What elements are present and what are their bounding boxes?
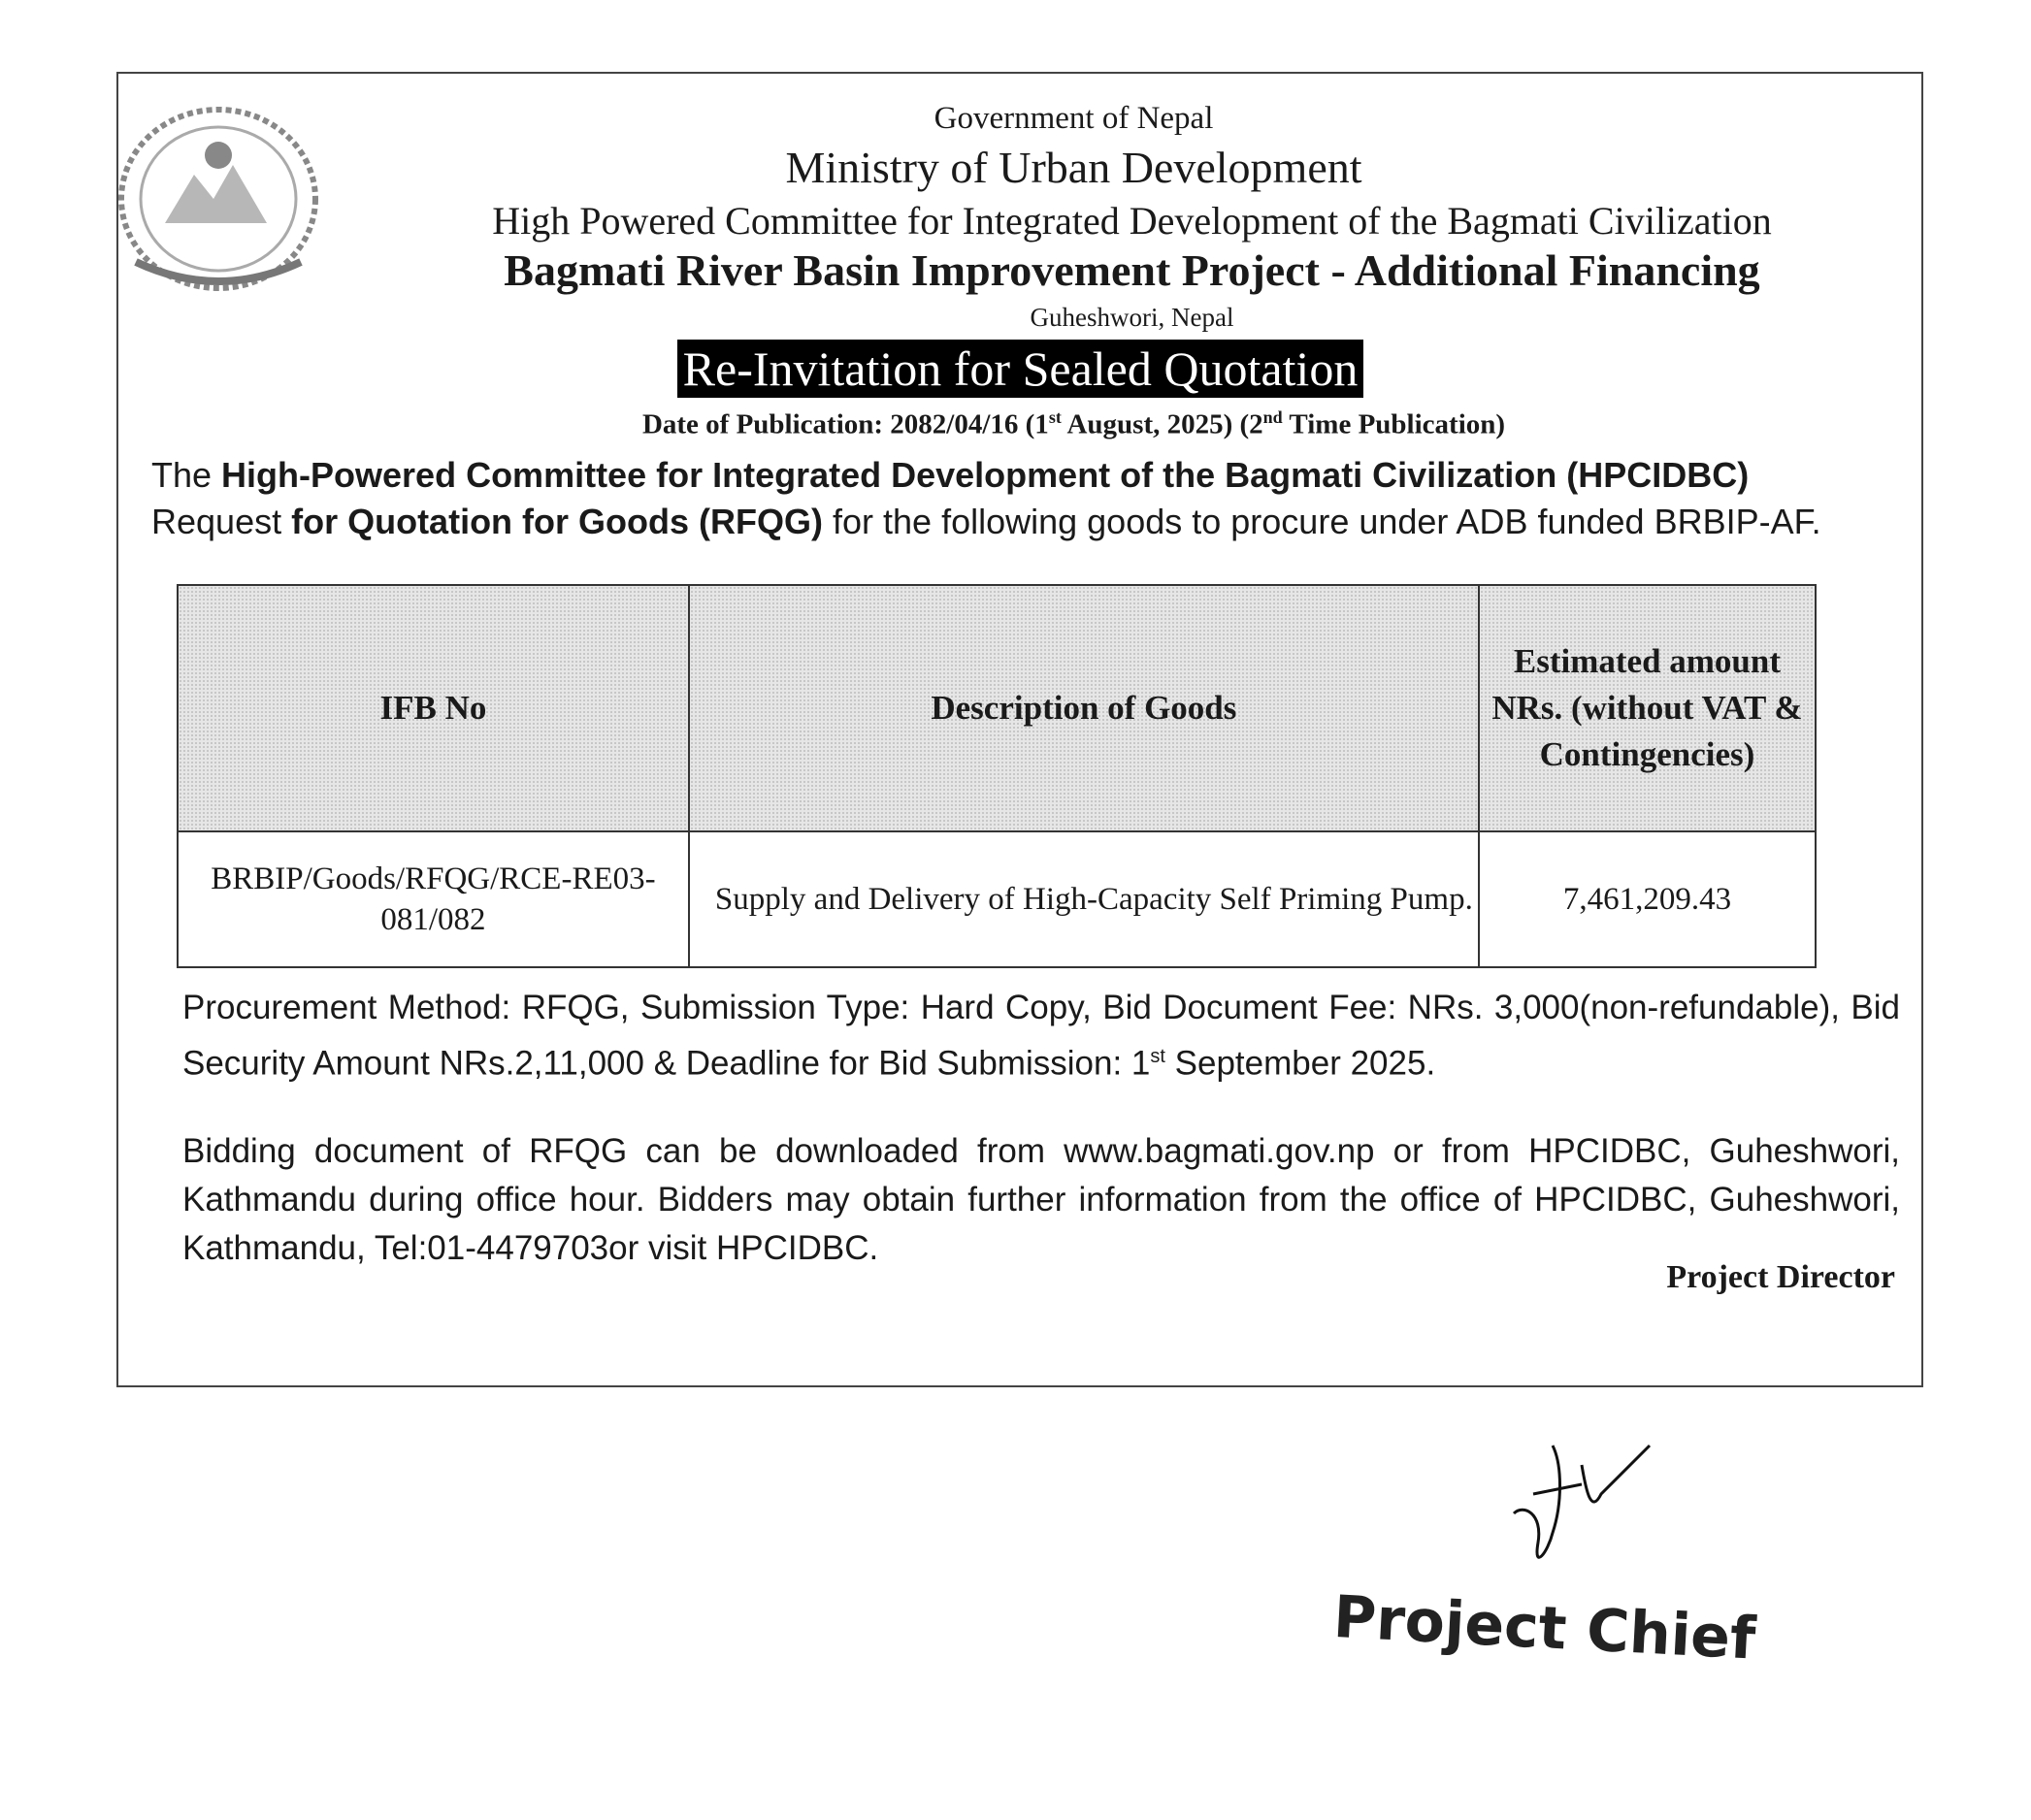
signatory-title: Project Director (1666, 1259, 1895, 1295)
project-chief-stamp (1324, 1581, 1828, 1678)
table-row (178, 831, 1816, 967)
description-cell: Supply and Delivery of High-Capacity Self Priming Pump. (689, 831, 1479, 967)
publication-date: Date of Publication: 2082/04/16 (1st August, 2025) (2nd Time Publication) (641, 407, 1506, 440)
intro-paragraph: The High-Powered Committee for Integrated Development of the Bagmati Civilization (HPCIDBC) Request for Quotation for Goods (RFQG) for the following goods to procure under ADB funded BRBIP-AF. (151, 455, 1821, 541)
government-heading: Government of Nepal (934, 101, 1214, 136)
table-header-row (178, 585, 1816, 831)
ifb-number-cell: BRBIP/Goods/RFQG/RCE-RE03-081/082 (178, 831, 689, 967)
location-heading: Guheshwori, Nepal (1030, 303, 1234, 332)
column-header-description: Description of Goods (689, 585, 1479, 831)
signature-icon (1494, 1426, 1688, 1581)
column-header-ifb: IFB No (178, 585, 689, 831)
project-heading: Bagmati River Basin Improvement Project - Additional Financing (504, 245, 1760, 295)
committee-heading: High Powered Committee for Integrated Development of the Bagmati Civilization (492, 199, 1772, 243)
page-title: Re-Invitation for Sealed Quotation (677, 340, 1364, 398)
bidding-paragraph: Bidding document of RFQG can be downloaded from www.bagmati.gov.np or from HPCIDBC, Guheshwori, Kathmandu during office hour. Bidders may obtain further information from the office of HPCIDBC, Guheshwori, Kathmandu, Tel:01-4479703or visit HPCIDBC. (182, 1132, 1900, 1267)
procurement-paragraph: Procurement Method: RFQG, Submission Type: Hard Copy, Bid Document Fee: NRs. 3,000(non-refundable), Bid Security Amount NRs.2,11,000 & Deadline for Bid Submission: 1st September 2025. (182, 989, 1900, 1083)
column-header-amount: Estimated amount NRs. (without VAT & Contingencies) (1479, 585, 1816, 831)
amount-cell: 7,461,209.43 (1479, 831, 1816, 967)
goods-table (177, 584, 1817, 968)
ministry-heading: Ministry of Urban Development (785, 143, 1362, 192)
svg-text:Project Chief: Project Chief (1331, 1582, 1757, 1674)
